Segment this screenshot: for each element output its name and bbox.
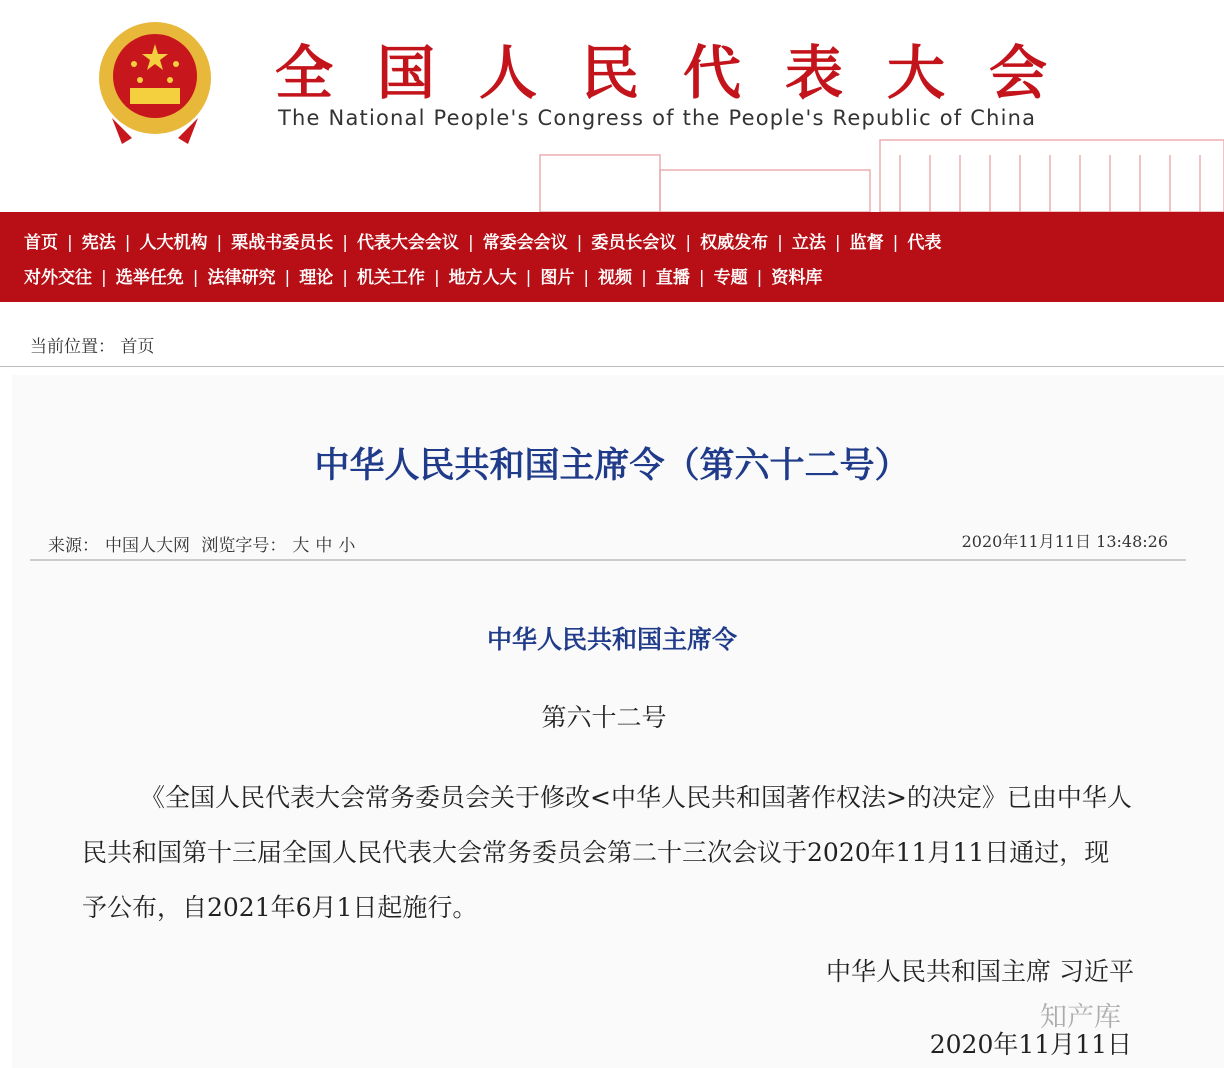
main-nav xyxy=(0,212,1224,302)
font-size-large[interactable]: 大 xyxy=(292,536,310,556)
nav-item[interactable]: 立法 xyxy=(791,233,826,253)
font-size-label: 浏览字号： xyxy=(201,536,287,556)
font-size-small[interactable]: 小 xyxy=(338,536,356,556)
nav-separator: | xyxy=(342,233,348,253)
nav-item[interactable]: 代表大会会议 xyxy=(356,233,459,253)
nav-separator: | xyxy=(467,233,474,253)
font-size-medium[interactable]: 中 xyxy=(315,536,333,556)
nav-separator: | xyxy=(433,268,440,288)
nav-item[interactable]: 栗战书委员长 xyxy=(231,233,334,253)
nav-separator: | xyxy=(67,233,73,253)
nav-item[interactable]: 首页 xyxy=(24,233,58,253)
nav-separator: | xyxy=(892,233,899,253)
nav-separator: | xyxy=(756,268,763,288)
site-title: 全国人民代表大会 xyxy=(275,39,1092,107)
source-label: 来源： xyxy=(48,536,99,556)
nav-item[interactable]: 常委会会议 xyxy=(482,233,568,253)
nav-item[interactable]: 图片 xyxy=(540,268,575,288)
nav-item[interactable]: 资料库 xyxy=(771,268,823,288)
nav-separator: | xyxy=(777,233,783,253)
nav-separator: | xyxy=(216,233,223,253)
breadcrumb-home-link[interactable]: 首页 xyxy=(120,337,155,357)
watermark: 知产库 xyxy=(1040,1002,1121,1033)
nav-item[interactable]: 权威发布 xyxy=(700,233,769,253)
nav-separator: | xyxy=(124,233,131,253)
nav-item[interactable]: 地方人大 xyxy=(448,268,517,288)
nav-item[interactable]: 法律研究 xyxy=(207,268,276,288)
nav-separator: | xyxy=(192,268,199,288)
signature: 中华人民共和国主席 习近平 xyxy=(826,957,1134,986)
nav-row-1 xyxy=(24,228,941,253)
nav-item[interactable]: 对外交往 xyxy=(24,268,92,288)
sign-date: 2020年11月11日 xyxy=(929,1030,1132,1059)
nav-separator: | xyxy=(101,268,107,288)
nav-item[interactable]: 专题 xyxy=(713,268,748,288)
nav-item[interactable]: 监督 xyxy=(849,233,884,253)
nav-separator: | xyxy=(284,268,291,288)
divider xyxy=(30,559,1186,561)
nav-row-2 xyxy=(24,263,822,288)
nav-item[interactable]: 机关工作 xyxy=(356,268,425,288)
nav-item[interactable]: 理论 xyxy=(299,268,334,288)
nav-item[interactable]: 人大机构 xyxy=(139,233,208,253)
divider xyxy=(0,366,1224,367)
national-emblem-icon xyxy=(92,18,218,146)
nav-separator: | xyxy=(685,233,692,253)
great-hall-icon xyxy=(520,135,1224,212)
breadcrumb xyxy=(30,332,154,357)
order-title: 中华人民共和国主席令 xyxy=(486,625,737,654)
nav-item[interactable]: 选举任免 xyxy=(115,268,184,288)
article-meta xyxy=(48,531,361,556)
nav-separator: | xyxy=(576,233,583,253)
site-subtitle: The National People's Congress of the People's Republic of China xyxy=(278,106,1037,130)
nav-item[interactable]: 直播 xyxy=(655,268,690,288)
publish-datetime: 2020年11月11日 13:48:26 xyxy=(961,532,1168,551)
nav-item[interactable]: 视频 xyxy=(598,268,633,288)
nav-item[interactable]: 委员长会议 xyxy=(591,233,677,253)
nav-separator: | xyxy=(834,233,841,253)
source: 中国人大网 xyxy=(105,536,190,556)
nav-separator: | xyxy=(583,268,590,288)
nav-separator: | xyxy=(342,268,348,288)
site-header xyxy=(0,0,1224,212)
article-body: 《全国人民代表大会常务委员会关于修改<中华人民共和国著作权法>的决定》已由中华人民共和国第十三届全国人民代表大会常务委员会第二十三次会议于2020年11月11日通过，现予公布，自2021年6月1日起施行。 xyxy=(82,783,1132,922)
nav-item[interactable]: 代表 xyxy=(907,233,942,253)
breadcrumb-label: 当前位置： xyxy=(30,337,115,357)
nav-separator: | xyxy=(641,268,647,288)
article-title: 中华人民共和国主席令（第六十二号） xyxy=(314,445,910,486)
nav-separator: | xyxy=(698,268,705,288)
nav-separator: | xyxy=(525,268,532,288)
order-number: 第六十二号 xyxy=(541,703,667,732)
nav-item[interactable]: 宪法 xyxy=(81,233,116,253)
